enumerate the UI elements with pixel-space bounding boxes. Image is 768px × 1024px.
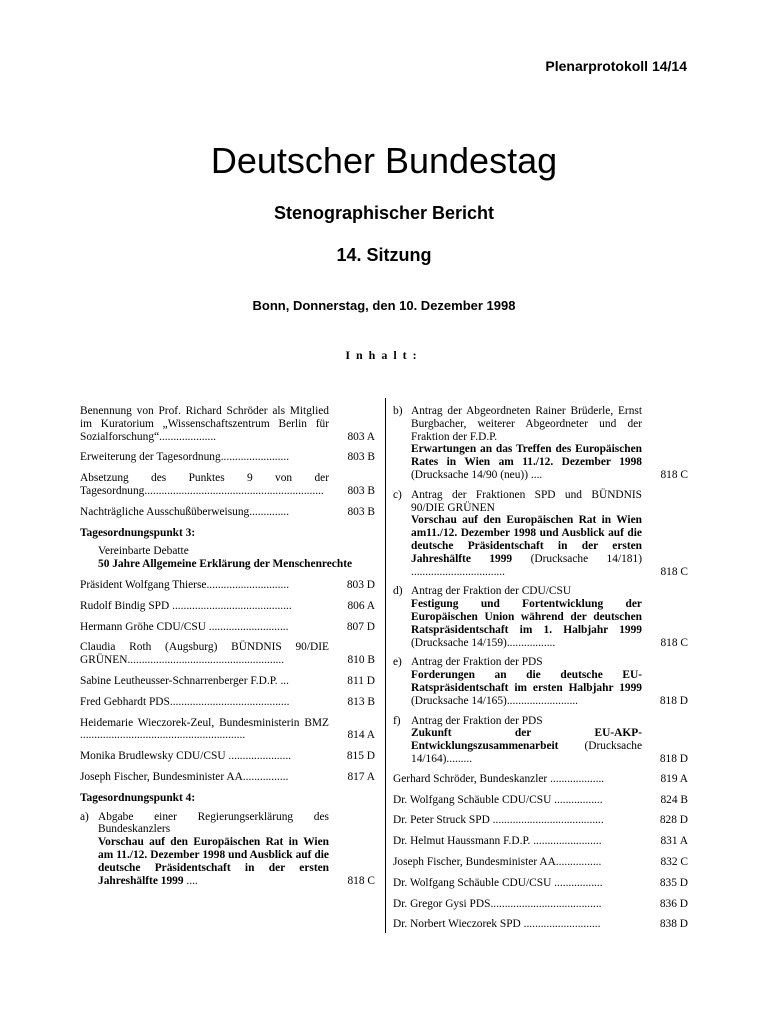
subitem-text [411, 585, 642, 649]
subitem-title: Vorschau auf den Europäischen Rat in Wien am 11./12. Dezember 1998 und Ausblick auf die deutsche Präsidentschaft in der ersten Jahreshälfte 1999 [98, 836, 329, 887]
subitem-suffix: (Drucksache 14/159)................. [411, 636, 556, 649]
toc-entry [80, 621, 375, 634]
subitem-title: Vorschau auf den Europäischen Rat in Wien am11./12. Dezember 1998 und Ausblick auf die deutsche Präsidentschaft in der ersten Jahreshälfte 1999 [411, 514, 642, 565]
page-ref: 824 B [660, 793, 688, 806]
page-ref: 835 D [659, 876, 688, 889]
entry-text: Heidemarie Wieczorek-Zeul, Bundesministerin BMZ .......................................................... [80, 716, 329, 742]
toc-entry [80, 750, 375, 763]
toc-right-column [393, 405, 688, 939]
page-ref: 818 C [660, 468, 688, 481]
toc-entry-list [80, 405, 375, 519]
entry-text: Dr. Gregor Gysi PDS....................................... [393, 897, 602, 910]
toc-entry [393, 898, 688, 911]
entry-text: Präsident Wolfgang Thierse............................. [80, 578, 290, 591]
protocol-number: Plenarprotokoll 14/14 [545, 58, 687, 74]
toc-entry [393, 877, 688, 890]
subitem-title: Zukunft der EU-AKP-Entwicklungszusammenarbeit [411, 727, 642, 753]
page-title: Deutscher Bundestag [210, 140, 558, 181]
toc-entry [80, 641, 375, 667]
entry-text: Erweiterung der Tagesordnung........................ [80, 451, 290, 464]
subitem-label: a) [80, 810, 89, 823]
subitem-text [411, 715, 642, 766]
subitem-label: c) [393, 488, 402, 501]
page-ref: 831 A [660, 835, 688, 848]
entry-text: Dr. Wolfgang Schäuble CDU/CSU ................. [393, 876, 603, 889]
page-ref: 807 D [346, 620, 375, 633]
speaker-list [80, 579, 375, 784]
toc-entry [393, 856, 688, 869]
toc-entry [80, 600, 375, 613]
entry-text: Dr. Helmut Haussmann F.D.P. ........................ [393, 835, 602, 848]
page-ref: 815 D [346, 750, 375, 763]
subitem-suffix: (Drucksache 14/165)......................... [411, 694, 579, 707]
page-ref: 818 D [659, 694, 688, 707]
page-ref: 803 B [347, 505, 375, 518]
dateline: Bonn, Donnerstag, den 10. Dezember 1998 [252, 298, 516, 313]
agenda-subitem [80, 811, 375, 888]
toc-entry [393, 794, 688, 807]
entry-text: Absetzung des Punktes 9 von der Tagesordnung............................................................... [80, 472, 329, 497]
page-ref: 803 D [346, 578, 375, 591]
page-ref: 803 A [347, 430, 375, 443]
toc-entry [80, 696, 375, 709]
page-ref: 813 B [347, 695, 375, 708]
toc-entry [80, 717, 375, 743]
entry-text: Joseph Fischer, Bundesminister AA................ [80, 770, 289, 783]
agenda-subitem [393, 405, 688, 482]
page-ref: 832 C [660, 855, 688, 868]
page-ref: 818 D [659, 752, 688, 765]
toc-left-column [80, 405, 375, 894]
page-ref: 811 D [347, 674, 375, 687]
toc-entry [80, 771, 375, 784]
subitem-title: Forderungen an die deutsche EU-Ratspräsidentschaft im ersten Halbjahr 1999 [411, 669, 642, 694]
entry-text: Dr. Wolfgang Schäuble CDU/CSU ................. [393, 793, 603, 806]
column-divider [385, 398, 386, 933]
subitem-plain: Antrag der Fraktionen SPD und BÜNDNIS 90/DIE GRÜNEN [411, 488, 642, 514]
entry-text: Gerhard Schröder, Bundeskanzler ................... [393, 772, 605, 785]
toc-entry [80, 405, 375, 443]
subitem-plain: Antrag der Fraktion der PDS [411, 714, 543, 727]
entry-text: Sabine Leutheusser-Schnarrenberger F.D.P. ... [80, 674, 290, 687]
entry-text: Hermann Gröhe CDU/CSU ............................ [80, 620, 289, 633]
subitem-text [411, 489, 642, 579]
subitem-title: Erwartungen an das Treffen des Europäischen Rates in Wien am 11./12. Dezember 1998 [411, 443, 642, 469]
entry-text: Claudia Roth (Augsburg) BÜNDNIS 90/DIE GRÜNEN....................................................... [80, 641, 329, 667]
toc-label: Inhalt: [345, 348, 423, 362]
debate-title: 50 Jahre Allgemeine Erklärung der Menschenrechte [98, 558, 353, 571]
subitem-text [98, 811, 329, 888]
agenda-item-3-topic [80, 545, 375, 571]
entry-text: Joseph Fischer, Bundesminister AA................ [393, 855, 602, 868]
subitem-label: e) [393, 656, 402, 669]
agenda-subitem [393, 489, 688, 579]
subitem-text [411, 405, 642, 482]
toc-entry [80, 472, 375, 498]
page-ref: 810 B [347, 654, 375, 667]
subitem-label: d) [393, 585, 403, 598]
page-ref: 817 A [347, 770, 375, 783]
motion-list [393, 405, 688, 766]
agenda-item-3-heading: Tagesordnungspunkt 3: [80, 526, 196, 539]
entry-text: Dr. Norbert Wieczorek SPD ........................... [393, 918, 601, 931]
subitem-label: f) [393, 714, 401, 727]
page-ref: 803 B [347, 484, 375, 497]
toc-entry [393, 918, 688, 931]
toc-entry [80, 579, 375, 592]
entry-text: Rudolf Bindig SPD .......................................... [80, 599, 292, 612]
page-ref: 803 B [347, 451, 375, 464]
toc-entry [80, 451, 375, 464]
toc-entry [393, 773, 688, 786]
toc-entry [80, 675, 375, 688]
subitem-label: b) [393, 405, 403, 417]
toc-entry [393, 835, 688, 848]
page-ref: 814 A [347, 729, 375, 742]
entry-text: Fred Gebhardt PDS.......................................... [80, 695, 290, 708]
subitem-suffix: (Drucksache 14/164)......... [411, 740, 642, 765]
toc-entry [80, 506, 375, 519]
report-subtitle: Stenographischer Bericht [273, 203, 495, 223]
entry-text: Monika Brudlewsky CDU/CSU ...................... [80, 750, 292, 763]
debate-type: Vereinbarte Debatte [98, 545, 189, 558]
subitem-plain: Antrag der Fraktion der PDS [411, 656, 543, 669]
page-ref: 836 D [659, 897, 688, 910]
page-ref: 818 C [660, 636, 688, 649]
subitem-title: Festigung und Fortentwicklung der Europäischen Union während der deutschen Ratspräsidentschaft im 1. Halbjahr 1999 [411, 598, 642, 636]
subitem-suffix: (Drucksache 14/90 (neu)) .... [411, 468, 543, 481]
page-ref: 818 C [347, 874, 375, 887]
page-ref: 828 D [659, 814, 688, 827]
page-ref: 819 A [660, 772, 688, 785]
agenda-item-4-heading: Tagesordnungspunkt 4: [80, 791, 196, 804]
page-ref: 818 C [660, 565, 688, 578]
entry-text: Benennung von Prof. Richard Schröder als Mitglied im Kuratorium „Wissenschaftszentrum Berlin für Sozialforschung“.................... [80, 405, 329, 443]
subitem-plain: Abgabe einer Regierungserklärung des Bundeskanzlers [98, 810, 329, 836]
page-ref: 838 D [659, 918, 688, 931]
subitem-suffix: .... [183, 874, 198, 887]
agenda-subitem [393, 656, 688, 707]
entry-text: Dr. Peter Struck SPD ....................................... [393, 814, 604, 827]
subitem-text [411, 656, 642, 707]
subitem-plain: Antrag der Abgeordneten Rainer Brüderle, Ernst Burgbacher, weiterer Abgeordneter und der Fraktion der F.D.P. [411, 405, 642, 443]
session-number: 14. Sitzung [336, 245, 432, 265]
agenda-subitem [393, 585, 688, 649]
subitem-suffix: (Drucksache 14/181) ................................. [411, 552, 642, 578]
entry-text: Nachträgliche Ausschußüberweisung.............. [80, 505, 290, 518]
speaker-list [393, 773, 688, 931]
agenda-subitem [393, 715, 688, 766]
page-ref: 806 A [347, 599, 375, 612]
subitem-plain: Antrag der Fraktion der CDU/CSU [411, 585, 572, 598]
toc-entry [393, 814, 688, 827]
